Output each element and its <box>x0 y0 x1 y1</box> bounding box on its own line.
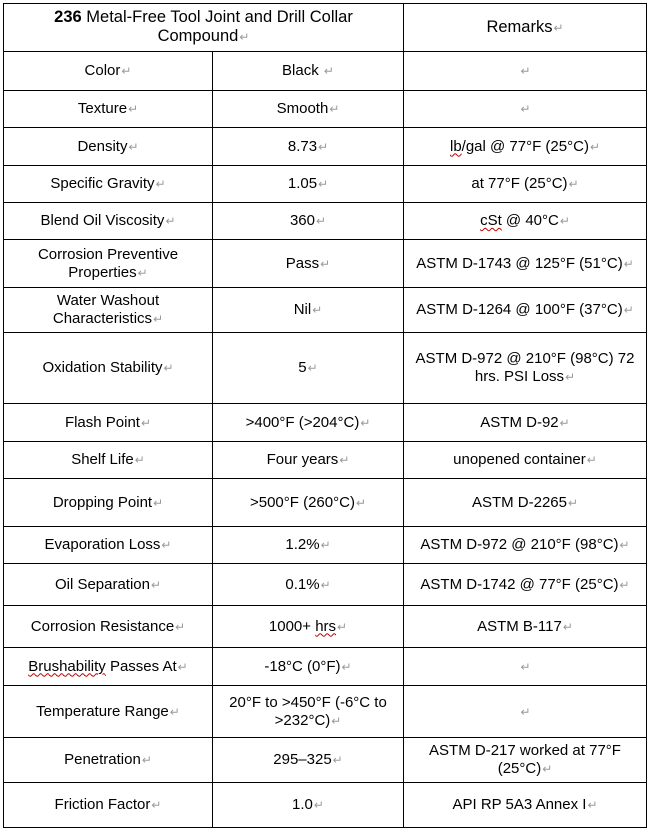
specs-table <box>3 3 647 828</box>
value-text: 5 <box>298 359 307 376</box>
table-row-blend-oil-viscosity <box>4 203 647 240</box>
property-cell <box>4 479 213 527</box>
property-cell <box>4 738 213 783</box>
paragraph-mark: ↵ <box>312 303 323 317</box>
paragraph-mark: ↵ <box>134 453 145 467</box>
remarks-cell <box>404 52 647 91</box>
remarks-text: at 77°F (25°C) <box>471 175 568 192</box>
paragraph-mark: ↵ <box>161 538 172 552</box>
remarks-cell <box>404 166 647 203</box>
paragraph-mark: ↵ <box>586 453 597 467</box>
value-text: Four years <box>266 451 339 468</box>
value-cell <box>213 240 404 288</box>
property-text: Corrosion Preventive Properties <box>37 245 179 281</box>
value-text: 20°F to >450°F (-6°C to >232°C) <box>229 693 387 729</box>
property-text: Temperature Range <box>36 702 169 720</box>
paragraph-mark: ↵ <box>313 798 324 812</box>
remarks-cell <box>404 606 647 648</box>
paragraph-mark: ↵ <box>587 798 598 812</box>
paragraph-mark: ↵ <box>542 762 553 776</box>
remarks-cell <box>404 91 647 128</box>
paragraph-mark: ↵ <box>153 495 164 510</box>
property-text: Oxidation Stability <box>42 359 163 376</box>
property-text: Passes At <box>105 657 177 675</box>
value-text: Black <box>282 62 323 79</box>
property-text: Density <box>77 137 128 155</box>
remarks-text: ASTM D-972 @ 210°F (98°C) <box>420 536 619 553</box>
remarks-text: ASTM D-92 <box>480 413 559 431</box>
remarks-text: ASTM D-1264 @ 100°F (37°C) <box>416 301 623 318</box>
value-cell <box>213 91 404 128</box>
property-text: Blend Oil Viscosity <box>40 212 165 229</box>
value-cell <box>213 166 404 203</box>
remarks-cell <box>404 564 647 606</box>
table-row-texture <box>4 91 647 128</box>
value-cell <box>213 479 404 527</box>
paragraph-mark: ↵ <box>623 256 634 271</box>
property-cell <box>4 240 213 288</box>
paragraph-mark: ↵ <box>567 495 579 510</box>
paragraph-mark: ↵ <box>619 538 630 552</box>
value-cell <box>213 333 404 404</box>
remarks-text: ASTM D-2265 <box>471 493 567 511</box>
value-cell <box>213 648 404 686</box>
paragraph-mark: ↵ <box>337 619 348 634</box>
remarks-cell <box>404 288 647 333</box>
paragraph-mark: ↵ <box>341 659 352 674</box>
table-row-flash-point <box>4 404 647 442</box>
property-cell <box>4 564 213 606</box>
value-text: hrs <box>315 617 337 635</box>
table-row-specific-gravity <box>4 166 647 203</box>
property-cell <box>4 442 213 479</box>
value-cell <box>213 442 404 479</box>
product-number: 236 <box>54 8 82 26</box>
paragraph-mark: ↵ <box>355 495 367 510</box>
paragraph-mark: ↵ <box>589 139 600 154</box>
property-cell <box>4 404 213 442</box>
value-cell <box>213 738 404 783</box>
table-row-water-washout-characteristics <box>4 288 647 333</box>
table-row-color <box>4 52 647 91</box>
remarks-cell <box>404 738 647 783</box>
product-name: Metal-Free Tool Joint and Drill Collar Compound <box>81 8 353 45</box>
paragraph-mark: ↵ <box>151 798 162 812</box>
remarks-text: ASTM D-1742 @ 77°F (25°C) <box>420 575 619 593</box>
property-text: Texture <box>77 100 128 117</box>
value-text: 1.0 <box>292 796 313 813</box>
property-text: Penetration <box>64 751 141 768</box>
table-row-dropping-point <box>4 479 647 527</box>
remarks-cell <box>404 648 647 686</box>
paragraph-mark: ↵ <box>320 256 331 271</box>
remarks-header <box>404 4 647 52</box>
value-cell <box>213 404 404 442</box>
remarks-text: API RP 5A3 Annex I <box>452 796 587 813</box>
table-row-brushability-passes-at <box>4 648 647 686</box>
value-text: >500°F (260°C) <box>249 493 355 511</box>
value-text: 8.73 <box>287 137 318 155</box>
paragraph-mark: ↵ <box>331 713 342 728</box>
remarks-text: ASTM D-972 @ 210°F (98°C) 72 hrs. PSI Loss <box>415 350 635 385</box>
remarks-cell <box>404 128 647 166</box>
paragraph-mark: ↵ <box>239 30 250 44</box>
value-cell <box>213 783 404 828</box>
property-cell <box>4 333 213 404</box>
table-row-penetration <box>4 738 647 783</box>
paragraph-mark: ↵ <box>559 214 570 228</box>
paragraph-mark: ↵ <box>520 704 531 719</box>
paragraph-mark: ↵ <box>323 64 334 78</box>
remarks-text: ASTM D-217 worked at 77°F (25°C) <box>429 742 621 777</box>
property-cell <box>4 606 213 648</box>
remarks-text: /gal @ 77°F (25°C) <box>461 137 589 155</box>
property-cell <box>4 91 213 128</box>
value-text: >400°F (>204°C) <box>245 413 360 431</box>
paragraph-mark: ↵ <box>565 370 576 384</box>
paragraph-mark: ↵ <box>177 659 188 674</box>
value-cell <box>213 128 404 166</box>
value-text: Nil <box>293 301 312 318</box>
remarks-cell <box>404 527 647 564</box>
value-text: -18°C (0°F) <box>264 657 341 675</box>
paragraph-mark: ↵ <box>619 577 630 592</box>
paragraph-mark: ↵ <box>165 214 176 228</box>
property-cell <box>4 52 213 91</box>
remarks-text: cSt <box>480 212 502 229</box>
remarks-cell <box>404 479 647 527</box>
paragraph-mark: ↵ <box>151 577 162 592</box>
paragraph-mark: ↵ <box>315 214 327 228</box>
paragraph-mark: ↵ <box>169 704 180 719</box>
value-text: 0.1% <box>285 575 320 593</box>
paragraph-mark: ↵ <box>623 303 634 317</box>
property-text: Color <box>84 62 121 79</box>
paragraph-mark: ↵ <box>137 265 148 280</box>
value-cell <box>213 606 404 648</box>
table-row-shelf-life <box>4 442 647 479</box>
paragraph-mark: ↵ <box>339 453 350 467</box>
value-cell <box>213 564 404 606</box>
paragraph-mark: ↵ <box>520 64 531 78</box>
paragraph-mark: ↵ <box>175 619 186 634</box>
property-cell <box>4 648 213 686</box>
paragraph-mark: ↵ <box>318 177 329 191</box>
value-text: Smooth <box>276 100 329 117</box>
value-text: Pass <box>285 254 320 272</box>
paragraph-mark: ↵ <box>128 102 139 116</box>
paragraph-mark: ↵ <box>553 20 564 35</box>
property-cell <box>4 128 213 166</box>
value-cell <box>213 686 404 738</box>
table-title <box>4 4 404 52</box>
property-text: Evaporation Loss <box>44 536 161 553</box>
property-cell <box>4 783 213 828</box>
property-text: Water Washout Characteristics <box>52 292 160 327</box>
property-text: Oil Separation <box>54 575 150 593</box>
table-row-friction-factor <box>4 783 647 828</box>
paragraph-mark: ↵ <box>307 361 318 375</box>
paragraph-mark: ↵ <box>360 415 371 430</box>
paragraph-mark: ↵ <box>121 64 132 78</box>
remarks-cell <box>404 686 647 738</box>
property-cell <box>4 166 213 203</box>
paragraph-mark: ↵ <box>562 619 573 634</box>
table-row-oil-separation <box>4 564 647 606</box>
property-text: Specific Gravity <box>50 175 155 192</box>
remarks-label: Remarks <box>486 17 553 36</box>
table-row-evaporation-loss <box>4 527 647 564</box>
paragraph-mark: ↵ <box>332 753 343 767</box>
remarks-cell <box>404 240 647 288</box>
paragraph-mark: ↵ <box>559 415 570 430</box>
paragraph-mark: ↵ <box>141 753 152 767</box>
paragraph-mark: ↵ <box>568 177 579 191</box>
paragraph-mark: ↵ <box>320 538 331 552</box>
remarks-cell <box>404 783 647 828</box>
paragraph-mark: ↵ <box>520 659 531 674</box>
table-row-corrosion-preventive-properties <box>4 240 647 288</box>
value-cell <box>213 527 404 564</box>
remarks-text: ASTM B-117 <box>477 617 562 635</box>
paragraph-mark: ↵ <box>329 102 340 116</box>
value-text: 1.2% <box>285 536 320 553</box>
remarks-cell <box>404 203 647 240</box>
remarks-cell <box>404 442 647 479</box>
remarks-text: unopened container <box>453 451 586 468</box>
value-text: 1.05 <box>287 175 318 192</box>
paragraph-mark: ↵ <box>128 139 139 154</box>
header-row <box>4 4 647 52</box>
value-text: 295–325 <box>273 751 332 768</box>
property-text: Corrosion Resistance <box>30 617 175 635</box>
table-row-corrosion-resistance <box>4 606 647 648</box>
paragraph-mark: ↵ <box>318 139 329 154</box>
value-cell <box>213 52 404 91</box>
remarks-text: @ 40°C <box>501 212 559 229</box>
paragraph-mark: ↵ <box>153 312 164 326</box>
paragraph-mark: ↵ <box>320 577 331 592</box>
paragraph-mark: ↵ <box>155 177 166 191</box>
paragraph-mark: ↵ <box>140 415 152 430</box>
property-text: Friction Factor <box>54 796 151 813</box>
property-cell <box>4 686 213 738</box>
property-cell <box>4 203 213 240</box>
property-text: Dropping Point <box>52 493 153 511</box>
paragraph-mark: ↵ <box>520 102 531 116</box>
value-cell <box>213 288 404 333</box>
property-text: Shelf Life <box>71 451 134 468</box>
remarks-cell <box>404 404 647 442</box>
value-cell <box>213 203 404 240</box>
property-cell <box>4 527 213 564</box>
remarks-text: ASTM D-1743 @ 125°F (51°C) <box>416 254 623 272</box>
property-cell <box>4 288 213 333</box>
table-row-oxidation-stability <box>4 333 647 404</box>
paragraph-mark: ↵ <box>163 361 174 375</box>
remarks-text: lb <box>449 137 462 155</box>
value-text: 360 <box>289 212 315 229</box>
remarks-cell <box>404 333 647 404</box>
value-text: 1000+ <box>268 617 316 635</box>
table-row-density <box>4 128 647 166</box>
property-text: Flash Point <box>64 413 140 431</box>
table-row-temperature-range <box>4 686 647 738</box>
property-text: Brushability <box>28 657 106 675</box>
